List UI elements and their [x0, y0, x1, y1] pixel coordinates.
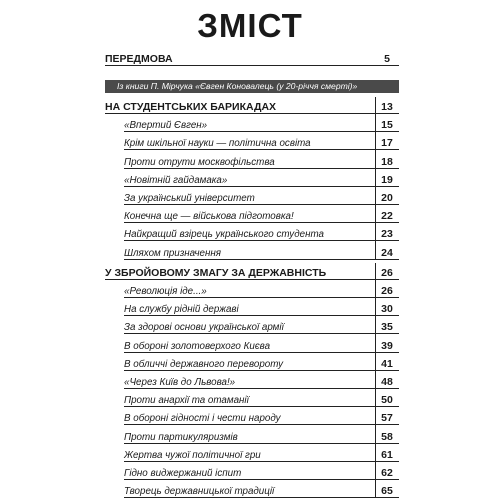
section-heading[interactable] [105, 97, 399, 113]
section-rule [105, 279, 399, 280]
preface-entry[interactable] [105, 49, 399, 65]
toc-entry-label: Крім шкільної науки — політична освіта [124, 138, 311, 150]
entry-rule [124, 352, 399, 353]
entry-rule [124, 443, 399, 444]
toc-entry-label: Конечна ще — військова підготовка! [124, 211, 294, 223]
toc-entry-page: 35 [381, 321, 393, 334]
toc-entry[interactable] [105, 372, 399, 388]
entry-rule [124, 131, 399, 132]
toc-entry[interactable] [105, 463, 399, 479]
toc-entry-label: Найкращий взірець українського студента [124, 229, 324, 241]
toc-entry-page: 61 [381, 448, 393, 461]
entry-rule [124, 406, 399, 407]
toc-entry-label: На службу рідній державі [124, 304, 239, 316]
toc-entry[interactable] [105, 408, 399, 424]
toc-entry[interactable] [105, 317, 399, 333]
section-heading-label: У ЗБРОЙОВОМУ ЗМАГУ ЗА ДЕРЖАВНІСТЬ [105, 266, 327, 279]
toc-entry[interactable] [105, 115, 399, 131]
toc-entry-label: Проти партикуляризмів [124, 431, 238, 443]
toc-entry[interactable] [105, 390, 399, 406]
toc-entry[interactable] [105, 170, 399, 186]
toc-entry-page: 18 [381, 155, 393, 168]
toc-entry-label: В обороні золотоверхого Києва [124, 340, 271, 352]
entry-rule [124, 259, 399, 260]
section-heading-label: НА СТУДЕНТСЬКИХ БАРИКАДАХ [105, 101, 277, 113]
toc-entry-label: Шляхом призначення [124, 247, 222, 259]
toc-entry-page: 20 [381, 192, 393, 204]
entry-rule [124, 461, 399, 462]
entry-rule [124, 370, 399, 371]
section-rule [105, 113, 399, 114]
entry-rule [124, 479, 399, 480]
entry-rule [124, 204, 399, 205]
entry-rule [124, 333, 399, 334]
preface-entry-page: 5 [384, 53, 390, 65]
preface-rule [105, 65, 399, 66]
toc-entry-label: Жертва чужої політичної гри [124, 449, 261, 461]
toc-entry-page: 62 [381, 467, 393, 479]
toc-entry-label: За здорові основи української армії [124, 322, 284, 334]
toc-entry-page: 58 [381, 430, 393, 443]
toc-entry-page: 15 [381, 119, 393, 132]
toc-entry[interactable] [105, 281, 399, 297]
toc-entry[interactable] [105, 152, 399, 168]
preface-entry-label: ПЕРЕДМОВА [105, 53, 173, 65]
toc-entry-page: 48 [381, 376, 393, 388]
entry-rule [124, 297, 399, 298]
toc-entry-page: 65 [381, 485, 393, 498]
toc-entry-page: 41 [381, 357, 393, 370]
toc-entry-page: 19 [381, 173, 393, 186]
toc-entry[interactable] [105, 243, 399, 259]
toc-entry[interactable] [105, 445, 399, 461]
page-column-rule [375, 263, 376, 498]
toc-entry-label: «Новітній гайдамака» [124, 174, 228, 186]
toc-entry-label: За український університет [124, 193, 255, 204]
entry-rule [124, 186, 399, 187]
entry-rule [124, 149, 399, 150]
page-title: ЗМІСТ [197, 7, 303, 44]
entry-rule [124, 388, 399, 389]
section-heading[interactable] [105, 263, 399, 279]
toc-entry-label: В обороні гідності і чести народу [124, 413, 281, 425]
book-band-text: Із книги П. Мірчука «Євген Коновалець (у 20-річчя смерті)» [117, 81, 358, 91]
toc-entry[interactable] [105, 481, 399, 497]
toc-entry-label: Гідно виджержаний іспит [124, 468, 242, 479]
toc-entry-label: «Революція іде...» [124, 286, 207, 297]
book-band [105, 80, 399, 93]
toc-entry-page: 50 [381, 394, 393, 407]
entry-rule [124, 240, 399, 241]
toc-entry[interactable] [105, 206, 399, 222]
toc-entry[interactable] [105, 299, 399, 315]
toc-entry-page: 39 [381, 339, 393, 352]
toc-entry-page: 26 [381, 285, 393, 297]
section-heading-page: 26 [381, 266, 393, 279]
toc-entry-label: Творець державницької традиції [124, 486, 275, 498]
toc-entry-page: 24 [381, 246, 393, 259]
toc-entry-page: 17 [381, 137, 393, 150]
page-column-rule [375, 97, 376, 259]
entry-rule [124, 168, 399, 169]
toc-entry-page: 23 [381, 228, 393, 241]
toc-entry-page: 22 [381, 210, 393, 223]
toc-entry[interactable] [105, 354, 399, 370]
entry-rule [124, 424, 399, 425]
toc-entry-page: 30 [381, 303, 393, 316]
toc-entry[interactable] [105, 427, 399, 443]
entry-rule [124, 315, 399, 316]
toc-entry-label: «Впертий Євген» [124, 120, 208, 132]
toc-entry-label: В обличчі державного перевороту [124, 358, 284, 370]
section-heading-page: 13 [381, 101, 393, 113]
toc-entry-label: «Через Київ до Львова!» [124, 377, 236, 388]
toc-entry[interactable] [105, 188, 399, 204]
entry-rule [124, 497, 399, 498]
toc-entry[interactable] [105, 336, 399, 352]
entry-rule [124, 222, 399, 223]
toc-entry-label: Проти отрути москвофільства [124, 156, 275, 168]
toc-entry-page: 57 [381, 412, 393, 425]
toc-entry-label: Проти анархії та отаманії [124, 395, 249, 407]
toc-entry[interactable] [105, 133, 399, 149]
toc-entry[interactable] [105, 224, 399, 240]
